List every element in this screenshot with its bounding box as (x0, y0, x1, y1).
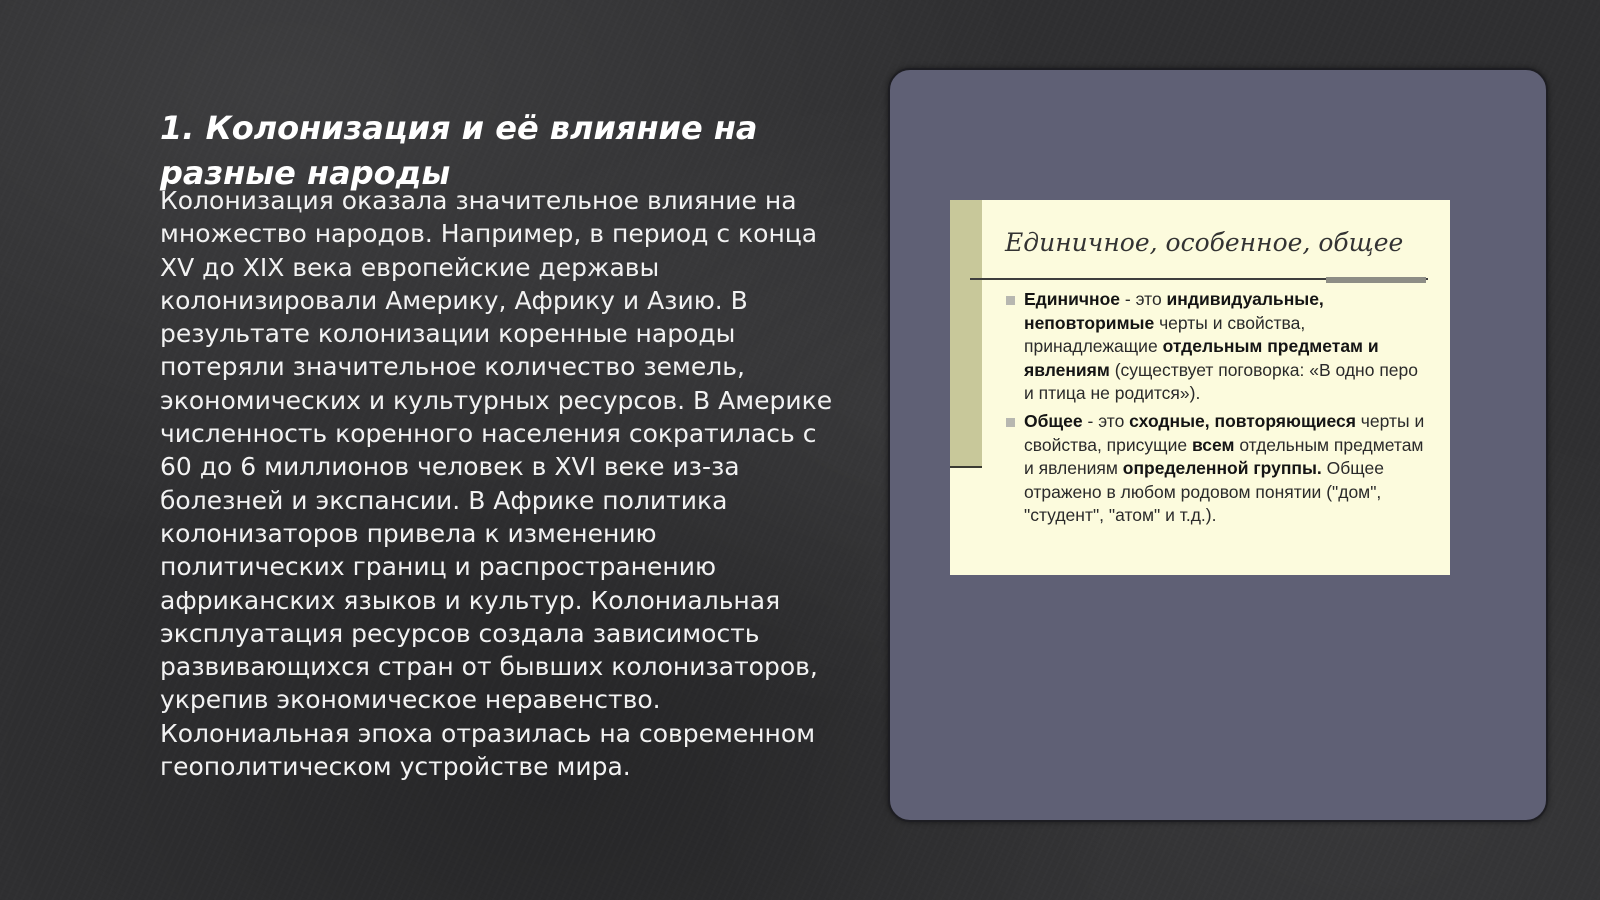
bullet-text-run: - это (1082, 410, 1130, 431)
bullet-text-bold-run: индивидуальные, неповторимые (1024, 289, 1324, 333)
square-bullet-icon (1006, 296, 1015, 305)
embedded-slide-image (950, 200, 1450, 575)
bullet-text-bold-run: Единичное (1024, 289, 1121, 309)
bullet-text-run: черты и свойства, присущие (1024, 410, 1425, 455)
bullet-text-bold-run: Общее (1024, 410, 1083, 431)
bullet-text-bold-run: определенной группы. (1122, 458, 1322, 479)
bullet-item (1006, 288, 1426, 406)
slide-title: 1. Колонизация и её влияние на разные народы (160, 109, 758, 192)
embedded-slide-divider-accent (1326, 277, 1426, 283)
bullet-text (1024, 288, 1426, 406)
bullet-text-bold-run: отдельным предметам и явлениям (1024, 336, 1379, 380)
bullet-text-run: (существует поговорка: «В одно перо и птица не родится»). (1024, 359, 1418, 404)
bullet-text-bold-run: сходные, повторяющиеся (1129, 410, 1356, 431)
embedded-slide-sidebar (950, 200, 982, 468)
embedded-slide-bullet-list (1006, 288, 1426, 532)
bullet-text-run: отдельным предметам и явлениям (1024, 434, 1424, 479)
embedded-slide-title: Единичное, особенное, общее (1005, 228, 1404, 257)
bullet-item (1006, 410, 1426, 528)
bullet-text-run: - это (1120, 289, 1167, 309)
bullet-text (1024, 410, 1426, 528)
bullet-text-run: черты и свойства, принадлежащие (1024, 312, 1306, 357)
slide-body-text: Колонизация оказала значительное влияние на множество народов. Например, в период с конца XV до XIX века европейские державы колонизировали Америку, Африку и Азию. В результате колонизации коренные народы потеряли значительное количество земель, экономических и культурных ресурсов. В Америке численность коренного населения сократилась с 60 до 6 миллионов человек в XVI веке из-за болезней и экспансии. В Африке политика колонизаторов привела к изменению политических границ и распространению африканских языков и культур. Колониальная эксплуатация ресурсов создала зависимость развивающихся стран от бывших колонизаторов, укрепив экономическое неравенство. Колониальная эпоха отразилась на современном геополитическом устройстве мира. (160, 186, 833, 782)
bullet-text-run: Общее отражено в любом родовом понятии ("дом", "студент", "атом" и т.д.). (1024, 458, 1384, 526)
square-bullet-icon (1006, 418, 1015, 427)
bullet-text-bold-run: всем (1191, 434, 1235, 455)
